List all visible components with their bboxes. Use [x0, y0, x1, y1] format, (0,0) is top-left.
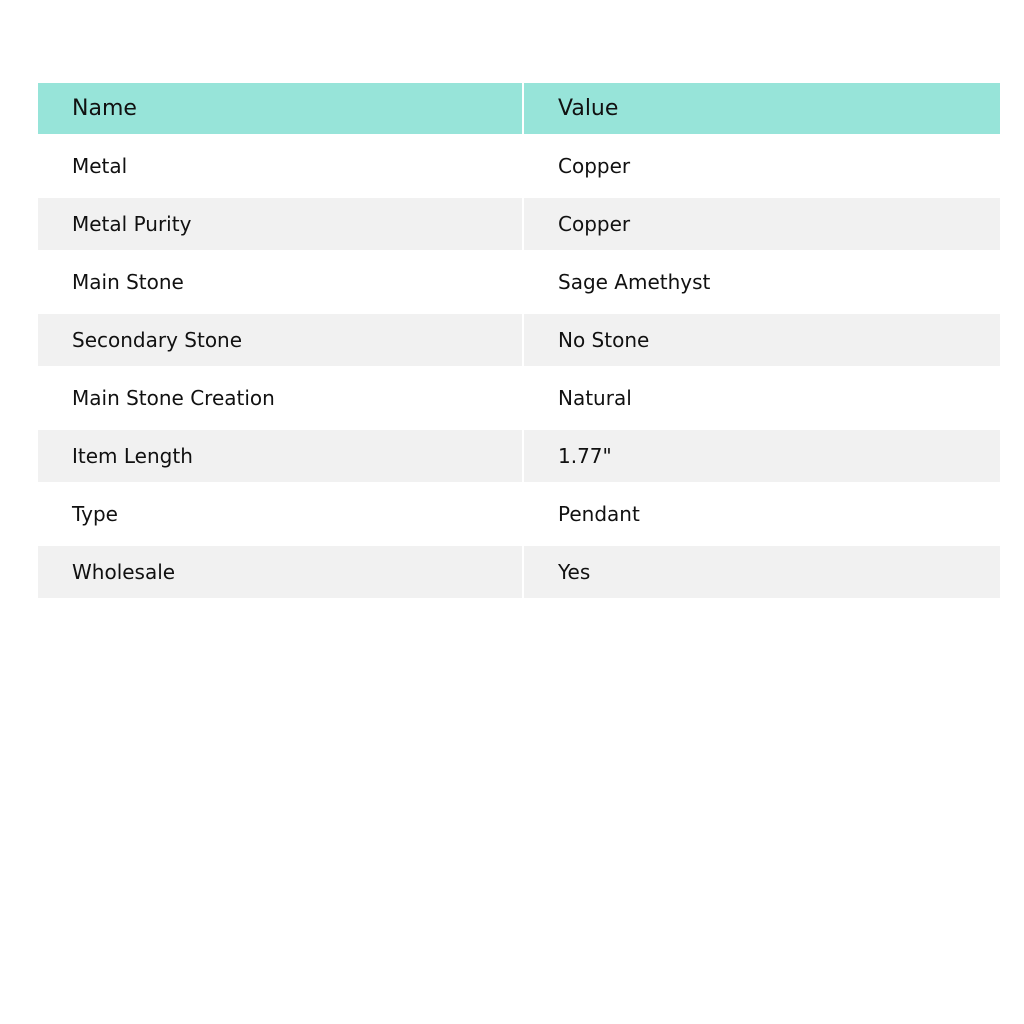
- table-row: [38, 195, 1000, 253]
- table-row: [38, 543, 1000, 598]
- row-name: Secondary Stone: [38, 311, 523, 369]
- row-value: 1.77": [523, 427, 1000, 485]
- header-name: Name: [38, 83, 523, 137]
- row-name: Wholesale: [38, 543, 523, 598]
- row-name: Metal: [38, 137, 523, 195]
- row-name: Main Stone Creation: [38, 369, 523, 427]
- table-row: [38, 137, 1000, 195]
- spec-table: [38, 83, 1000, 598]
- row-name: Item Length: [38, 427, 523, 485]
- row-value: Copper: [523, 195, 1000, 253]
- row-value: Natural: [523, 369, 1000, 427]
- table-row: [38, 485, 1000, 543]
- header-value: Value: [523, 83, 1000, 137]
- row-value: Sage Amethyst: [523, 253, 1000, 311]
- table-row: [38, 311, 1000, 369]
- row-name: Main Stone: [38, 253, 523, 311]
- row-value: No Stone: [523, 311, 1000, 369]
- table-body: [38, 137, 1000, 598]
- table-row: [38, 369, 1000, 427]
- row-value: Pendant: [523, 485, 1000, 543]
- header-row: [38, 83, 1000, 137]
- row-name: Type: [38, 485, 523, 543]
- row-value: Yes: [523, 543, 1000, 598]
- table-row: [38, 253, 1000, 311]
- row-value: Copper: [523, 137, 1000, 195]
- table-header: [38, 83, 1000, 137]
- row-name: Metal Purity: [38, 195, 523, 253]
- table-row: [38, 427, 1000, 485]
